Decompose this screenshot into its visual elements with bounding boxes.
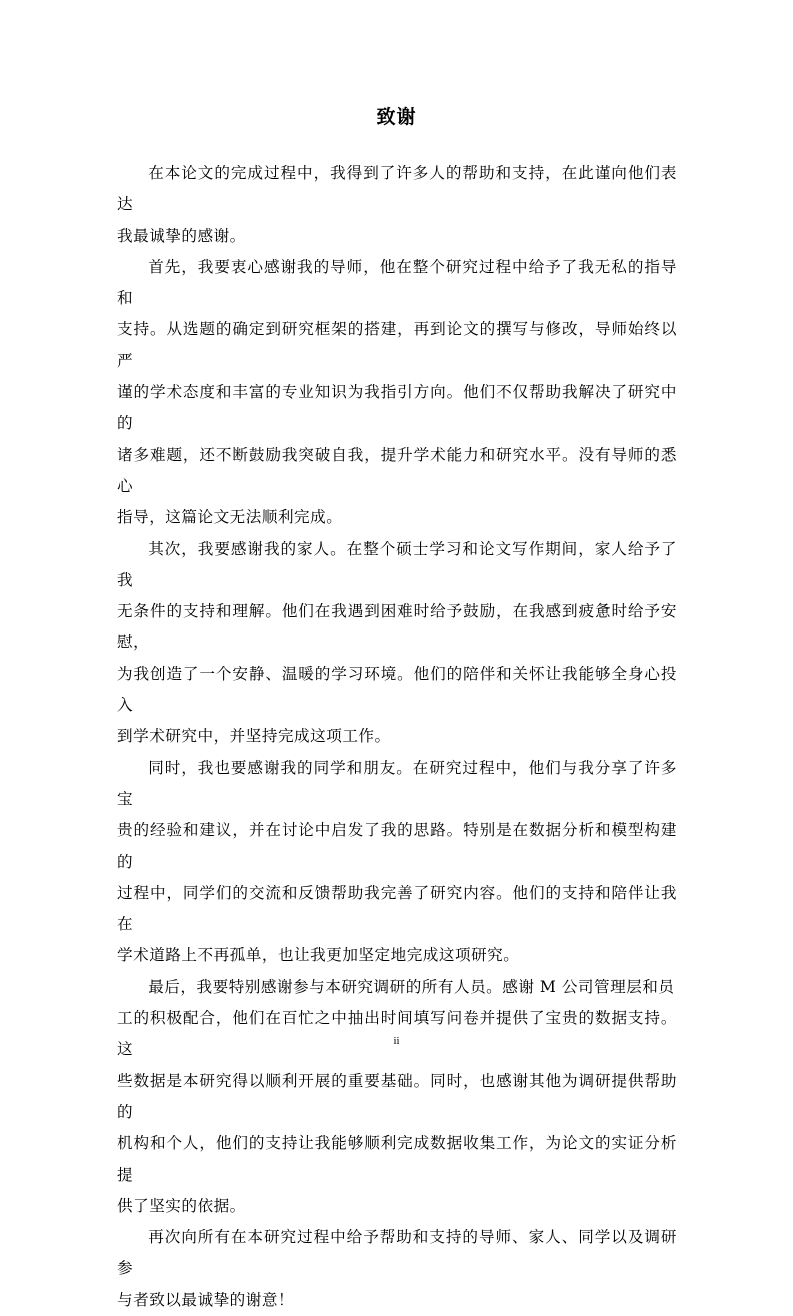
paragraph-closing: 再次向所有在本研究过程中给予帮助和支持的导师、家人、同学以及调研参 与者致以最诚挚的谢意！ bbox=[117, 1228, 677, 1309]
paragraph-family: 其次，我要感谢我的家人。在整个硕士学习和论文写作期间，家人给予了我 无条件的支持和理解。他们在我遇到困难时给予鼓励，在我感到疲惫时给予安慰， 为我创造了一个安静、温暖的学习环境。他们的陪伴和关怀让我能够全身心投入 到学术研究中，并坚持完成这项工作。 bbox=[117, 539, 677, 746]
acknowledgement-body bbox=[117, 158, 677, 1316]
page-title: 致谢 bbox=[376, 106, 417, 128]
paragraph-classmates: 同时，我也要感谢我的同学和朋友。在研究过程中，他们与我分享了许多宝 贵的经验和建议，并在讨论中启发了我的思路。特别是在数据分析和模型构建的 过程中，同学们的交流和反馈帮助我完善了研究内容。他们的支持和陪伴让我在 学术道路上不再孤单，也让我更加坚定地完成这项研究。 bbox=[117, 758, 677, 965]
paragraph-participants: 最后，我要特别感谢参与本研究调研的所有人员。感谢 M 公司管理层和员 工的积极配合，他们在百忙之中抽出时间填写问卷并提供了宝贵的数据支持。这 些数据是本研究得以顺利开展的重要基础。同时，也感谢其他为调研提供帮助的 机构和个人，他们的支持让我能够顺利完成数据收集工作，为论文的实证分析提 供了坚实的依据。 bbox=[117, 977, 677, 1215]
paragraph-advisor: 首先，我要衷心感谢我的导师，他在整个研究过程中给予了我无私的指导和 支持。从选题的确定到研究框架的搭建，再到论文的撰写与修改，导师始终以严 谨的学术态度和丰富的专业知识为我指引方向。他们不仅帮助我解决了研究中的 诸多难题，还不断鼓励我突破自我，提升学术能力和研究水平。没有导师的悉心 指导，这篇论文无法顺利完成。 bbox=[117, 257, 677, 527]
page-number: ii bbox=[393, 1035, 400, 1047]
paragraph-intro: 在本论文的完成过程中，我得到了许多人的帮助和支持，在此谨向他们表达 我最诚挚的感谢。 bbox=[117, 164, 677, 245]
